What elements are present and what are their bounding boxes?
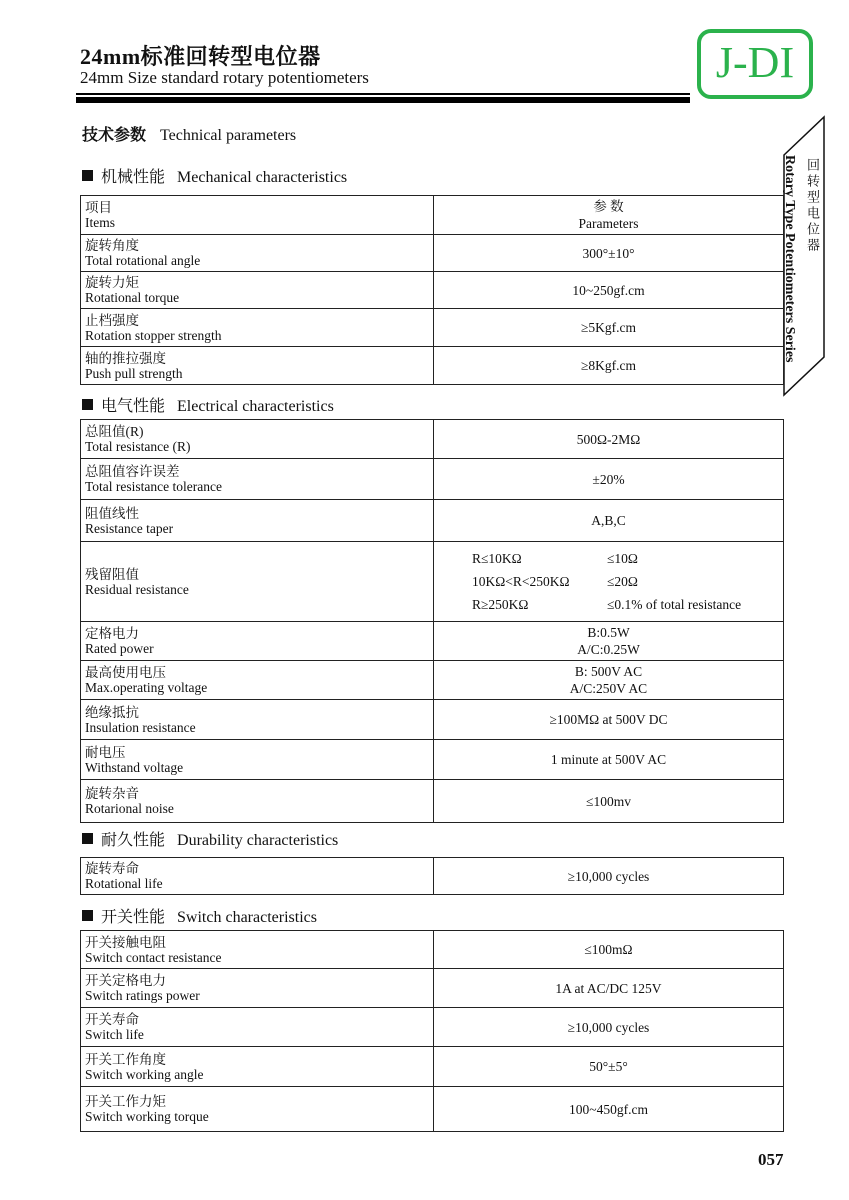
- table-row: [81, 780, 784, 823]
- item-en: Insulation resistance: [85, 719, 196, 735]
- param-value: ≤100mv: [434, 780, 784, 823]
- item-cell: [81, 347, 434, 385]
- item-en: Rated power: [85, 641, 154, 656]
- value-line-2: A/C:250V AC: [569, 681, 648, 696]
- table-row: [81, 542, 784, 622]
- table-row: [81, 1008, 784, 1047]
- value-line-1: B:0.5W: [587, 625, 630, 640]
- item-cell: [81, 500, 434, 542]
- item-cn: 旋转杂音: [85, 786, 139, 801]
- section-title-cn: 耐久性能: [101, 832, 166, 849]
- item-cell: [81, 542, 434, 622]
- square-bullet-icon: [82, 833, 93, 844]
- param-value: ≤100mΩ: [434, 931, 784, 969]
- residual-resistance-values: [434, 542, 784, 622]
- table-row: [81, 700, 784, 740]
- item-cn: 旋转寿命: [85, 861, 139, 876]
- table-row: [81, 272, 784, 309]
- header-item-en: Items: [85, 215, 115, 230]
- header-rule-thin: [76, 93, 690, 95]
- condition-value: ≤20Ω: [607, 574, 638, 589]
- param-value: A,B,C: [434, 500, 784, 542]
- item-en: Total resistance (R): [85, 439, 191, 454]
- mechanical-table: [80, 195, 784, 385]
- param-value: ≥100MΩ at 500V DC: [434, 700, 784, 740]
- item-en: Rotational life: [85, 876, 163, 891]
- section-heading-electrical: [82, 393, 334, 416]
- header-parameters: [434, 196, 784, 235]
- item-cell: [81, 235, 434, 272]
- item-en: Switch contact resistance: [85, 949, 222, 965]
- item-en: Max.operating voltage: [85, 680, 208, 695]
- section-title-en: Mechanical characteristics: [177, 169, 348, 186]
- tech-heading-en: Technical parameters: [160, 127, 297, 144]
- table-row: [81, 661, 784, 700]
- item-en: Switch working torque: [85, 1109, 209, 1124]
- condition-range: R≤10KΩ: [472, 551, 522, 566]
- side-tab-label-en: Rotary Type Potentiometers Series: [782, 155, 797, 363]
- section-heading-durability: [82, 827, 338, 850]
- item-cn: 旋转角度: [85, 238, 139, 253]
- table-row: [81, 347, 784, 385]
- item-en: Total resistance tolerance: [85, 479, 222, 494]
- table-row: [81, 622, 784, 661]
- item-en: Switch life: [85, 1027, 144, 1042]
- item-cn: 定格电力: [85, 626, 139, 641]
- item-cn: 轴的推拉强度: [85, 350, 166, 366]
- item-cn: 总阻值(R): [85, 424, 144, 439]
- value-line-1: B: 500V AC: [574, 664, 643, 679]
- table-row: [81, 1047, 784, 1087]
- param-value: ≥5Kgf.cm: [434, 309, 784, 347]
- table-header-row: [81, 196, 784, 235]
- item-en: Rotational torque: [85, 290, 180, 305]
- table-row: [81, 931, 784, 969]
- item-cn: 最高使用电压: [85, 665, 166, 680]
- param-value: [434, 622, 784, 661]
- item-cell: [81, 1087, 434, 1132]
- item-cell: [81, 661, 434, 700]
- durability-table: [80, 857, 784, 895]
- item-cn: 开关工作角度: [85, 1051, 166, 1067]
- table-row: [81, 459, 784, 500]
- param-value: 1A at AC/DC 125V: [434, 969, 784, 1008]
- section-title-en: Switch characteristics: [177, 909, 317, 926]
- item-cn: 旋转力矩: [85, 275, 139, 290]
- condition-value: ≤10Ω: [607, 551, 638, 566]
- item-cn: 开关接触电阻: [85, 934, 166, 950]
- brand-logo: J-DI: [697, 29, 813, 99]
- technical-parameters-heading: [82, 122, 296, 145]
- param-value: 100~450gf.cm: [434, 1087, 784, 1132]
- section-title-en: Electrical characteristics: [177, 398, 334, 415]
- table-row: [81, 1087, 784, 1132]
- page-number: 057: [758, 1150, 784, 1169]
- param-value: 500Ω-2MΩ: [434, 420, 784, 459]
- param-value: 50°±5°: [434, 1047, 784, 1087]
- section-title-cn: 电气性能: [101, 398, 166, 415]
- item-cell: [81, 309, 434, 347]
- value-line-2: A/C:0.25W: [577, 642, 640, 657]
- switch-table: [80, 930, 784, 1132]
- item-cn: 残留阻值: [85, 566, 139, 582]
- param-value: ≥10,000 cycles: [434, 1008, 784, 1047]
- item-cell: [81, 1008, 434, 1047]
- item-cn: 开关寿命: [85, 1012, 139, 1027]
- item-cn: 阻值线性: [85, 505, 139, 521]
- condition-value: ≤0.1% of total resistance: [607, 597, 742, 612]
- param-value: 1 minute at 500V AC: [434, 740, 784, 780]
- param-value: ≥8Kgf.cm: [434, 347, 784, 385]
- item-en: Rotarional noise: [85, 801, 174, 816]
- header-item-cn: 项目: [85, 200, 112, 215]
- square-bullet-icon: [82, 399, 93, 410]
- header-rule-thick: [76, 97, 690, 103]
- section-title-en: Durability characteristics: [177, 832, 339, 849]
- item-cell: [81, 1047, 434, 1087]
- item-cn: 止档强度: [85, 312, 139, 328]
- item-cell: [81, 272, 434, 309]
- table-row: [81, 235, 784, 272]
- item-en: Switch working angle: [85, 1066, 204, 1082]
- item-cell: [81, 740, 434, 780]
- table-row: [81, 420, 784, 459]
- item-cell: [81, 969, 434, 1008]
- page-title-en: 24mm Size standard rotary potentiometers: [80, 68, 369, 87]
- section-title-cn: 机械性能: [101, 169, 166, 186]
- item-cn: 绝缘抵抗: [85, 704, 139, 720]
- header-param-cn: 参 数: [593, 199, 624, 214]
- condition-range: R≥250KΩ: [472, 597, 529, 612]
- item-en: Total rotational angle: [85, 253, 201, 268]
- side-tab-label-cn: 回转型电位器: [805, 158, 820, 254]
- param-value: ≥10,000 cycles: [434, 858, 784, 895]
- item-en: Resistance taper: [85, 520, 174, 536]
- item-cn: 开关工作力矩: [85, 1094, 166, 1109]
- item-cell: [81, 622, 434, 661]
- square-bullet-icon: [82, 170, 93, 181]
- item-en: Switch ratings power: [85, 988, 200, 1003]
- item-cell: [81, 420, 434, 459]
- section-heading-switch: [82, 904, 317, 927]
- condition-range: 10KΩ<R<250KΩ: [472, 574, 570, 589]
- header-items: [81, 196, 434, 235]
- item-en: Push pull strength: [85, 365, 183, 381]
- electrical-table: [80, 419, 784, 823]
- item-en: Withstand voltage: [85, 759, 184, 775]
- header-param-en: Parameters: [578, 216, 639, 231]
- item-en: Rotation stopper strength: [85, 327, 222, 343]
- param-value: [434, 661, 784, 700]
- param-value: ±20%: [434, 459, 784, 500]
- table-row: [81, 309, 784, 347]
- table-row: [81, 740, 784, 780]
- param-value: 300°±10°: [434, 235, 784, 272]
- param-value: 10~250gf.cm: [434, 272, 784, 309]
- section-title-cn: 开关性能: [101, 909, 166, 926]
- page-title-cn: 24mm标准回转型电位器: [80, 44, 321, 69]
- table-row: [81, 858, 784, 895]
- item-cn: 耐电压: [85, 744, 126, 760]
- item-cn: 总阻值容许误差: [85, 464, 180, 479]
- tech-heading-cn: 技术参数: [82, 127, 147, 144]
- item-en: Residual resistance: [85, 581, 189, 597]
- item-cell: [81, 858, 434, 895]
- item-cell: [81, 931, 434, 969]
- section-heading-mechanical: [82, 164, 347, 187]
- item-cell: [81, 780, 434, 823]
- item-cell: [81, 700, 434, 740]
- item-cn: 开关定格电力: [85, 973, 166, 988]
- table-row: [81, 500, 784, 542]
- item-cell: [81, 459, 434, 500]
- table-row: [81, 969, 784, 1008]
- square-bullet-icon: [82, 910, 93, 921]
